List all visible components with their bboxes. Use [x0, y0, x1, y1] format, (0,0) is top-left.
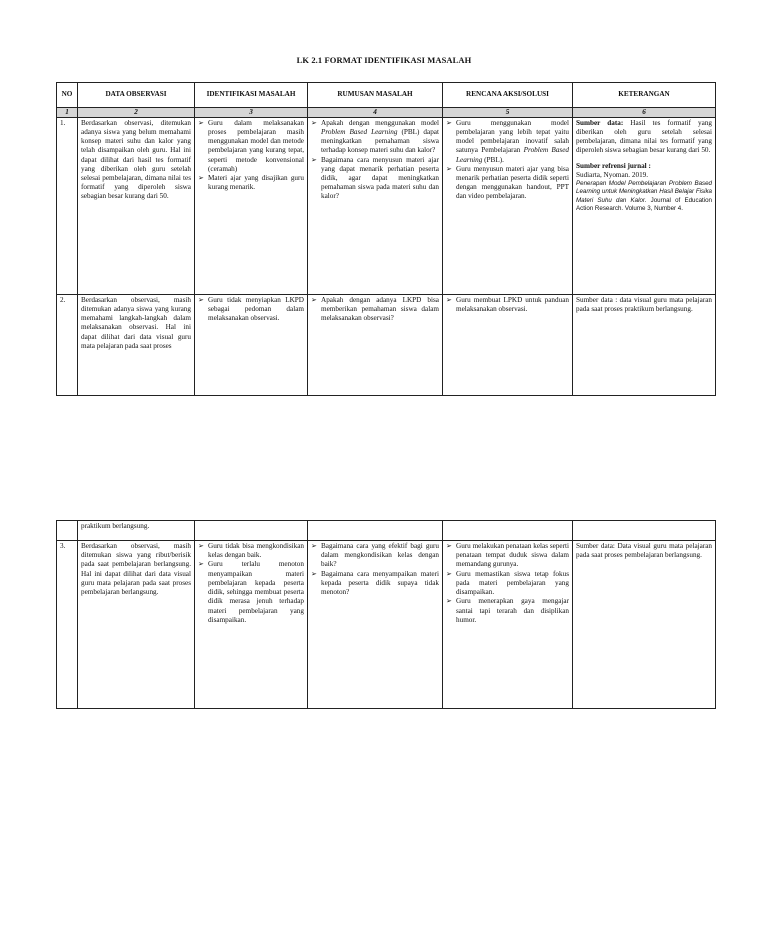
list-item: ➢ Guru tidak bisa mengkondisikan kelas dengan baik. — [198, 542, 304, 560]
rencana-cell — [443, 117, 573, 294]
list-item: ➢ Bagaimana cara menyusun materi ajar yang dapat menarik perhatian peserta didik, agar dapat meningkatkan pemahaman siswa pada materi suhu dan kalor? — [311, 155, 439, 201]
list-item: ➢ Guru dalam melaksanakan proses pembelajaran masih menggunakan model dan metode pembelajaran yang kurang tepat, seperti metode konvensional (ceramah) — [198, 118, 304, 173]
column-number: 2 — [78, 108, 195, 118]
list-item: ➢ Guru memastikan siswa tetap fokus pada materi pembelajaran yang disampaikan. — [446, 569, 569, 597]
bullet-arrow-icon: ➢ — [198, 295, 204, 304]
list-item: ➢ Materi ajar yang disajikan guru kurang menarik. — [198, 173, 304, 192]
header-identifikasi-masalah: IDENTIFIKASI MASALAH — [195, 83, 308, 108]
column-number: 6 — [573, 108, 716, 118]
column-number-row — [57, 108, 716, 118]
identifikasi-cell — [195, 541, 308, 709]
bullet-arrow-icon: ➢ — [198, 560, 204, 569]
rencana-cell — [443, 294, 573, 395]
header-rencana-aksi: RENCANA AKSI/SOLUSI — [443, 83, 573, 108]
identification-table-page-1 — [56, 82, 716, 396]
header-rumusan-masalah: RUMUSAN MASALAH — [308, 83, 443, 108]
data-observasi-cell: Berdasarkan observasi, ditemukan adanya siswa yang belum memahami konsep materi suhu dan kalor yang telah disampaikan oleh guru. Hal ini dapat dilihat dari hasil tes formatif yang diberikan oleh guru setelah selesai pembelajaran, dimana nilai tes formatif yang diperoleh siswa sebagian besar kurang dari 50. — [78, 117, 195, 294]
bullet-arrow-icon: ➢ — [446, 295, 452, 304]
bullet-arrow-icon: ➢ — [446, 542, 452, 550]
identifikasi-cell — [195, 294, 308, 395]
list-item: ➢ Guru melakukan penataan kelas seperti penataan tempat duduk siswa dalam memandang gurunya. — [446, 542, 569, 569]
reference-label: Sumber refrensi jurnal : — [576, 161, 651, 170]
list-item: ➢ Guru tidak menyiapkan LKPD sebagai pedoman dalam melaksanakan observasi. — [198, 295, 304, 323]
row-number: 2. — [57, 294, 78, 395]
reference-citation: Penerapan Model Pembelajaran Problem Based Learning untuk Meningkatkan Hasil Belajar Fisika Materi Suhu dan Kalor. Journal of Education Action Research. Volume 3, Number 4. — [576, 179, 712, 213]
list-item: ➢ Guru menggunakan model pembelajaran yang lebih tepat yaitu model pembelajaran inovatif salah satunya Pembelajaran Problem Based Learning (PBL). — [446, 118, 569, 164]
page-title: LK 2.1 FORMAT IDENTIFIKASI MASALAH — [296, 55, 472, 65]
rencana-cell — [443, 541, 573, 709]
row-number: 3. — [57, 541, 78, 709]
header-keterangan: KETERANGAN — [573, 83, 716, 108]
list-item: ➢ Bagaimana cara menyampaikan materi kepada peserta didik supaya tidak menoton? — [311, 569, 439, 597]
list-item: ➢ Guru menyusun materi ajar yang bisa menarik perhatian peserta didik seperti dengan menggunakan handout, PPT dan video pembelajaran. — [446, 164, 569, 201]
bullet-arrow-icon: ➢ — [446, 597, 452, 606]
table-row — [57, 117, 716, 294]
row-number-empty — [57, 521, 78, 541]
bullet-arrow-icon: ➢ — [446, 569, 452, 578]
table-row-continuation — [57, 521, 716, 541]
bullet-arrow-icon: ➢ — [198, 118, 204, 127]
identifikasi-cell — [195, 117, 308, 294]
bullet-arrow-icon: ➢ — [311, 542, 317, 550]
table-row — [57, 294, 716, 395]
bullet-arrow-icon: ➢ — [198, 542, 204, 550]
list-item: ➢ Guru menerapkan gaya mengajar santai tapi terarah dan disiplikan humor. — [446, 597, 569, 624]
data-observasi-cell: praktikum berlangsung. — [78, 521, 195, 541]
rumusan-cell — [308, 117, 443, 294]
list-item: ➢ Apakah dengan menggunakan model Problem Based Learning (PBL) dapat meningkatkan pemahaman siswa terhadap konsep materi suhu dan kalor? — [311, 118, 439, 155]
header-no: NO — [57, 83, 78, 108]
reference-author: Sudiarta, Nyoman. 2019. — [576, 170, 649, 179]
bullet-arrow-icon: ➢ — [311, 295, 317, 304]
bullet-arrow-icon: ➢ — [198, 173, 204, 182]
table-row — [57, 541, 716, 709]
bullet-arrow-icon: ➢ — [446, 118, 452, 127]
identification-table-page-2 — [56, 520, 716, 709]
keterangan-cell: Sumber data: Data visual guru mata pelajaran pada saat proses pembelajaran berlangsung. — [573, 541, 716, 709]
header-data-observasi: DATA OBSERVASI — [78, 83, 195, 108]
column-number: 3 — [195, 108, 308, 118]
bullet-arrow-icon: ➢ — [311, 569, 317, 578]
list-item: ➢ Bagaimana cara yang efektif bagi guru dalam mengkondisikan kelas dengan baik? — [311, 542, 439, 569]
keterangan-cell: Sumber data: Hasil tes formatif yang diberikan oleh guru setelah selesai pembelajaran, dimana nilai tes formatif yang diperoleh siswa sebagian besar kurang dari 50. Sumber refrensi jurnal : Sudiarta, Nyoman. 2019. Penerapan Model Pembelajaran Problem Based Learning untuk Meningkatkan Hasil Belajar Fisika Materi Suhu dan Kalor. Journal of Education Action Research. Volume 3, Number 4. — [573, 117, 716, 294]
row-number: 1. — [57, 117, 78, 294]
rumusan-cell — [308, 294, 443, 395]
keterangan-cell: Sumber data : data visual guru mata pelajaran pada saat proses praktikum berlangsung. — [573, 294, 716, 395]
column-number: 4 — [308, 108, 443, 118]
list-item: ➢ Guru membuat LPKD untuk panduan melaksanakan observasi. — [446, 295, 569, 313]
list-item: ➢ Guru terlalu menoton menyampaikan materi pembelajaran kepada peserta didik, sehingga membuat peserta didik merasa jenuh terhadap materi pembelajaran yang disampaikan. — [198, 560, 304, 624]
list-item: ➢ Apakah dengan adanya LKPD bisa memberikan pemahaman siswa dalam melaksanakan observasi? — [311, 295, 439, 323]
column-number: 5 — [443, 108, 573, 118]
bullet-arrow-icon: ➢ — [446, 164, 452, 173]
header-row — [57, 83, 716, 108]
data-observasi-cell: Berdasarkan observasi, masih ditemukan siswa yang ribut/berisik pada saat pembelajaran berlangsung. Hal ini dapat dilihat dari data visual guru mata pelajaran pada saat proses pembelajaran berlangsung. — [78, 541, 195, 709]
data-observasi-cell: Berdasarkan observasi, masih ditemukan adanya siswa yang kurang memahami langkah-langkah dalam melaksanakan observasi. Hal ini dapat dilihat dari data visual guru mata pelajaran pada saat proses — [78, 294, 195, 395]
column-number: 1 — [57, 108, 78, 118]
bullet-arrow-icon: ➢ — [311, 118, 317, 127]
rumusan-cell — [308, 541, 443, 709]
keterangan-label: Sumber data: — [576, 118, 624, 127]
bullet-arrow-icon: ➢ — [311, 155, 317, 164]
